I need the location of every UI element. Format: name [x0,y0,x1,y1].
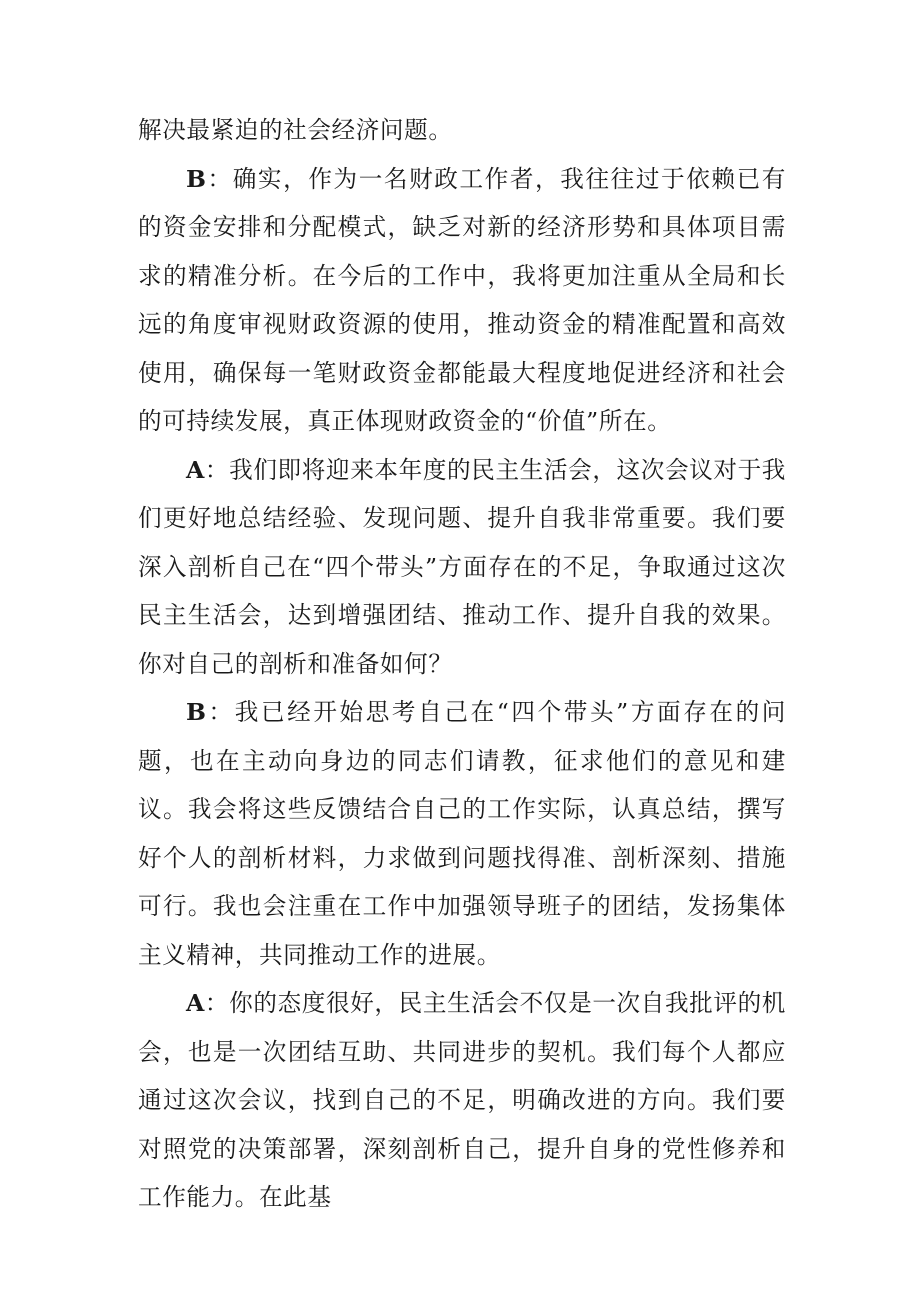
paragraph-b-reply-1 [138,155,786,446]
paragraph-text: 解决最紧迫的社会经济问题。 [138,116,453,144]
speaker-label: B [186,164,207,193]
speaker-label: B [186,698,207,726]
document-body [138,106,786,1222]
paragraph-b-reply-2 [138,688,786,979]
paragraph-a-response [138,979,786,1222]
paragraph-text: ：你的态度很好，民主生活会不仅是一次自我批评的机会，也是一次团结互助、共同进步的契机。我们每个人都应通过这次会议，找到自己的不足，明确改进的方向。我们要对照党的决策部署，深刻剖析自己，提升自身的党性修养和工作能力。在此基 [138,989,786,1211]
paragraph-text: ：我已经开始思考自己在“四个带头”方面存在的问题，也在主动向身边的同志们请教，征求他们的意见和建议。我会将这些反馈结合自己的工作实际，认真总结，撰写好个人的剖析材料，力求做到问题找得准、剖析深刻、措施可行。我也会注重在工作中加强领导班子的团结，发扬集体主义精神，共同推动工作的进展。 [138,698,786,969]
paragraph-a-question [138,446,786,689]
speaker-label: A [186,455,205,484]
paragraph-text: ：我们即将迎来本年度的民主生活会，这次会议对于我们更好地总结经验、发现问题、提升自我非常重要。我们要深入剖析自己在“四个带头”方面存在的不足，争取通过这次民主生活会，达到增强团结、推动工作、提升自我的效果。你对自己的剖析和准备如何？ [138,455,786,678]
paragraph-text: ：确实，作为一名财政工作者，我往往过于依赖已有的资金安排和分配模式，缺乏对新的经济形势和具体项目需求的精准分析。在今后的工作中，我将更加注重从全局和长远的角度审视财政资源的使用，推动资金的精准配置和高效使用，确保每一笔财政资金都能最大程度地促进经济和社会的可持续发展，真正体现财政资金的“价值”所在。 [138,164,786,435]
speaker-label: A [186,989,205,1017]
paragraph-continuation [138,106,786,155]
